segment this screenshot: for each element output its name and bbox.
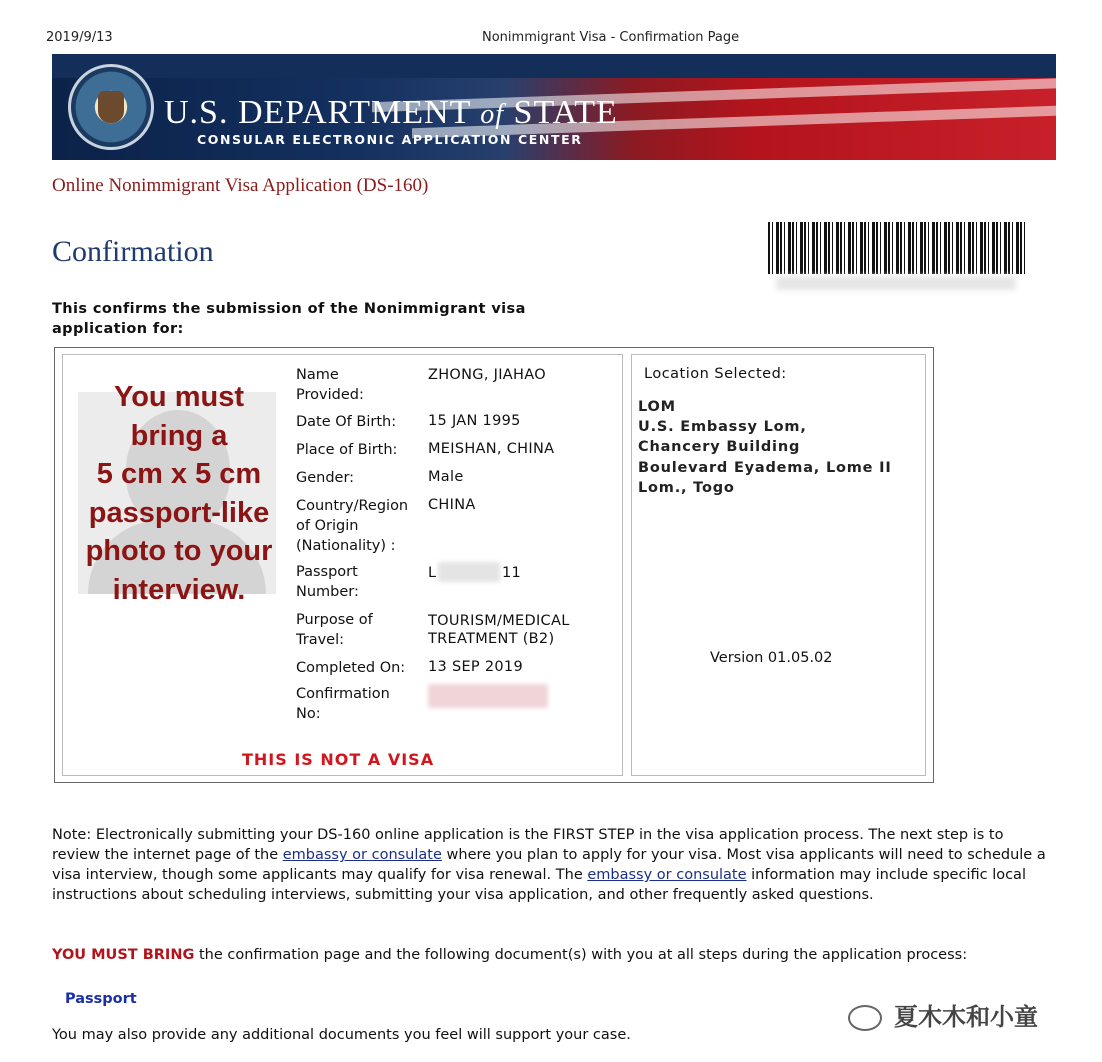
field-value-dob: 15 JAN 1995 — [428, 413, 521, 429]
field-label-passport: Passport Number: — [296, 564, 359, 600]
field-value-name: ZHONG, JIAHAO — [428, 367, 546, 383]
watermark: 夏木木和小童 — [848, 997, 1038, 1032]
additional-documents-note: You may also provide any additional documents you feel will support your case. — [52, 1027, 631, 1043]
print-title: Nonimmigrant Visa - Confirmation Page — [482, 30, 740, 45]
location-line: Lom., Togo — [638, 479, 735, 496]
required-document: Passport — [65, 991, 137, 1007]
photo-requirement-notice: You must bring a 5 cm x 5 cm passport-like photo to your interview. — [85, 381, 273, 606]
barcode — [768, 222, 1026, 274]
page-title: Confirmation — [52, 235, 214, 268]
field-value-nationality: CHINA — [428, 497, 476, 513]
version-label: Version 01.05.02 — [710, 650, 833, 666]
field-label-dob: Date Of Birth: — [296, 414, 397, 430]
passport-redaction — [438, 562, 500, 582]
field-value-completed: 13 SEP 2019 — [428, 659, 523, 675]
field-label-name: Name Provided: — [296, 367, 364, 403]
field-label-pob: Place of Birth: — [296, 442, 398, 458]
location-line: U.S. Embassy Lom, — [638, 419, 807, 436]
field-label-purpose: Purpose of Travel: — [296, 612, 373, 648]
field-value-pob: MEISHAN, CHINA — [428, 441, 555, 457]
embassy-link[interactable]: embassy or consulate — [587, 867, 747, 883]
field-label-completed: Completed On: — [296, 660, 406, 676]
banner-subtitle: CONSULAR ELECTRONIC APPLICATION CENTER — [197, 132, 583, 147]
field-label-nationality: Country/Region of Origin (Nationality) : — [296, 498, 409, 554]
field-value-gender: Male — [428, 469, 464, 485]
confirmation-number-redaction — [428, 684, 548, 708]
print-date: 2019/9/13 — [46, 30, 113, 45]
must-bring-label: YOU MUST BRING — [52, 947, 195, 963]
bring-documents-paragraph: YOU MUST BRING the confirmation page and the following document(s) with you at all steps during the application process: — [52, 947, 968, 963]
eagle-icon — [98, 91, 124, 123]
barcode-number-redacted — [776, 276, 1016, 290]
embassy-link[interactable]: embassy or consulate — [282, 847, 442, 863]
application-title: Online Nonimmigrant Visa Application (DS-160) — [52, 175, 429, 196]
department-banner — [52, 54, 1056, 160]
banner-top-strip — [52, 54, 1056, 78]
location-line: LOM — [638, 399, 676, 415]
wechat-icon — [848, 1005, 882, 1031]
field-label-gender: Gender: — [296, 470, 355, 486]
field-value-passport-prefix: L — [428, 565, 437, 581]
location-line: Chancery Building — [638, 439, 801, 456]
location-address — [638, 397, 892, 498]
field-value-purpose: TOURISM/MEDICAL TREATMENT (B2) — [428, 613, 570, 647]
field-label-confirmation: Confirmation No: — [296, 686, 390, 722]
not-a-visa-warning: THIS IS NOT A VISA — [242, 750, 435, 769]
banner-title: U.S. DEPARTMENT of STATE — [164, 94, 618, 131]
field-value-passport-suffix: 11 — [502, 565, 522, 581]
note-paragraph: Note: Electronically submitting your DS-160 online application is the FIRST STEP in the visa application process. The next step is to review the internet page of the embassy or consulate where you plan to apply for your visa. Most visa applicants will need to schedule a visa interview, though some applicants may qualify for visa renewal. The embassy or consulate information may include specific local instructions about scheduling interviews, submitting your visa application, and other frequently asked questions. — [52, 827, 1046, 903]
location-label: Location Selected: — [644, 366, 787, 382]
location-line: Boulevard Eyadema, Lome II — [638, 459, 892, 476]
department-seal-icon — [68, 64, 154, 150]
confirmation-intro: This confirms the submission of the Nonimmigrant visa application for: — [52, 301, 526, 337]
